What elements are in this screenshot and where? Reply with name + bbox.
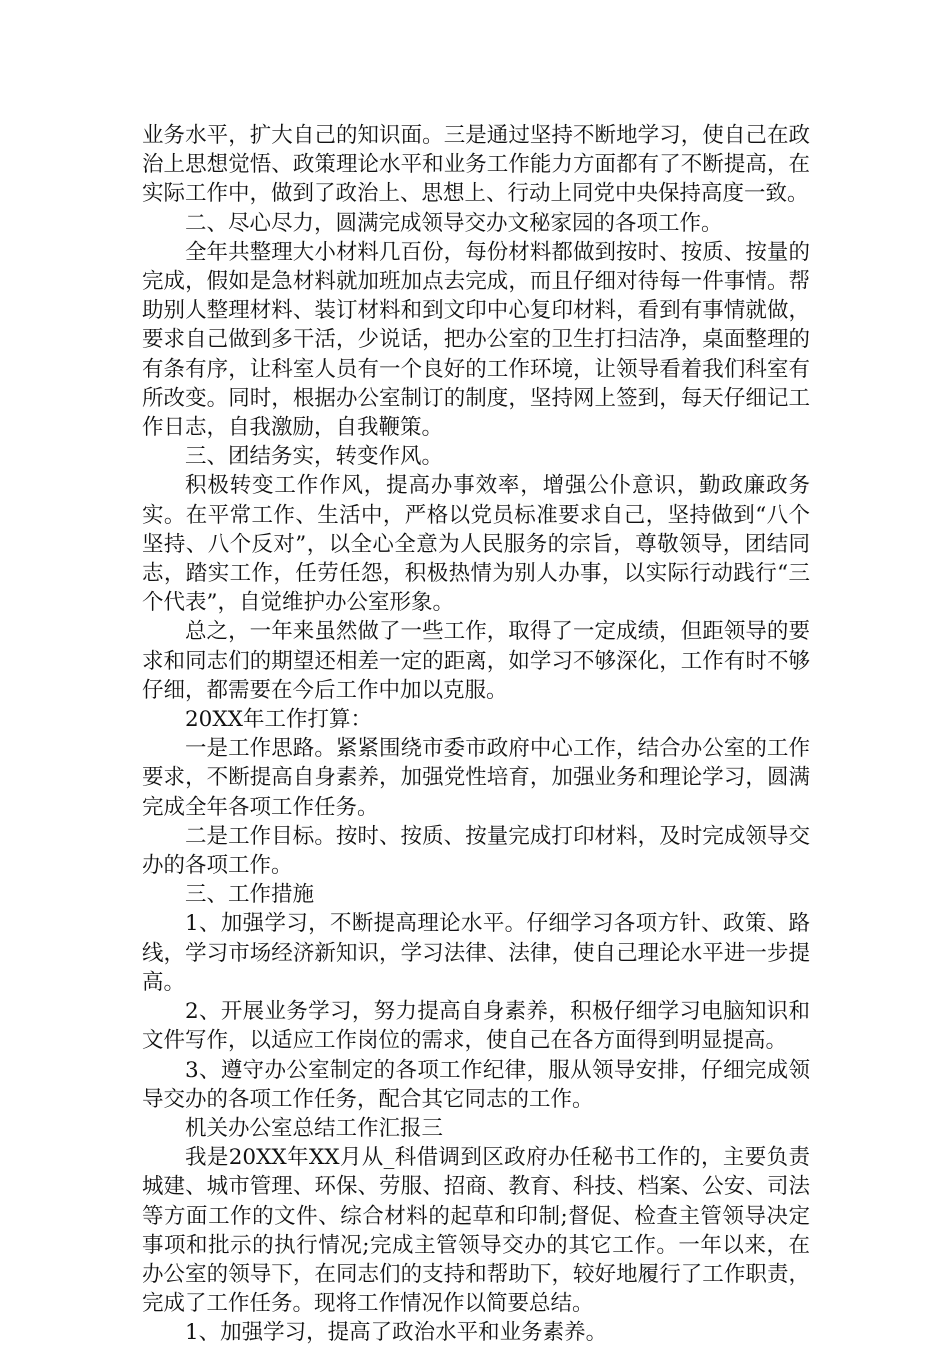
- paragraph-3: 全年共整理大小材料几百份，每份材料都做到按时、按质、按量的完成，假如是急材料就加班加点去完成，而且仔细对待每一件事情。帮助别人整理材料、装订材料和到文印中心复印材料，看到有事情就做，要求自己做到多干活，少说话，把办公室的卫生打扫洁净，桌面整理的有条有序，让科室人员有一个良好的工作环境，让领导看着我们科室有所改变。同时，根据办公室制订的制度，坚持网上签到，每天仔细记工作日志，自我激励，自我鞭策。: [142, 239, 810, 441]
- section-heading-3: 三、团结务实，转变作风。: [185, 444, 444, 470]
- plan-item-3-heading: 三、工作措施: [185, 882, 315, 908]
- section-heading-2: 二、尽心尽力，圆满完成领导交办文秘家园的各项工作。: [185, 210, 723, 236]
- report-intro: 我是20XX年XX月从_科借调到区政府办任秘书工作的，主要负责城建、城市管理、环保、劳服、招商、教育、科技、档案、公安、司法等方面工作的文件、综合材料的起草和印制;督促、检查主管领导决定事项和批示的执行情况;完成主管领导交办的其它工作。一年以来，在办公室的领导下，在同志们的支持和帮助下，较好地履行了工作职责，完成了工作任务。现将工作情况作以简要总结。: [142, 1145, 810, 1317]
- plan-item-1: 一是工作思路。紧紧围绕市委市政府中心工作，结合办公室的工作要求，不断提高自身素养，加强党性培育，加强业务和理论学习，圆满完成全年各项工作任务。: [142, 736, 810, 820]
- report-item-1: 1、加强学习，提高了政治水平和业务素养。: [185, 1320, 608, 1346]
- plan-heading: 20XX年工作打算：: [185, 707, 372, 733]
- report-title-3: 机关办公室总结工作汇报三: [185, 1115, 444, 1141]
- plan-item-2: 二是工作目标。按时、按质、按量完成打印材料，及时完成领导交办的各项工作。: [142, 823, 810, 879]
- paragraph-1: 业务水平，扩大自己的知识面。三是通过坚持不断地学习，使自己在政治上思想觉悟、政策理论水平和业务工作能力方面都有了不断提高，在实际工作中，做到了政治上、思想上、行动上同党中央保持高度一致。: [142, 123, 810, 207]
- measure-1: 1、加强学习，不断提高理论水平。仔细学习各项方针、政策、路线，学习市场经济新知识，学习法律、法律，使自己理论水平进一步提高。: [142, 911, 810, 995]
- paragraph-5: 积极转变工作作风，提高办事效率，增强公仆意识，勤政廉政务实。在平常工作、生活中，严格以党员标准要求自己，坚持做到“八个坚持、八个反对”，以全心全意为人民服务的宗旨，尊敬领导，团结同志，踏实工作，任劳任怨，积极热情为别人办事，以实际行动践行“三个代表”，自觉维护办公室形象。: [142, 473, 810, 616]
- document-page: [142, 121, 810, 1348]
- measure-2: 2、开展业务学习，努力提高自身素养，积极仔细学习电脑知识和文件写作，以适应工作岗位的需求，使自己在各方面得到明显提高。: [142, 999, 810, 1054]
- measure-3: 3、遵守办公室制定的各项工作纪律，服从领导安排，仔细完成领导交办的各项工作任务，配合其它同志的工作。: [142, 1057, 810, 1112]
- paragraph-summary: 总之，一年来虽然做了一些工作，取得了一定成绩，但距领导的要求和同志们的期望还相差一定的距离，如学习不够深化，工作有时不够仔细，都需要在今后工作中加以克服。: [142, 619, 810, 703]
